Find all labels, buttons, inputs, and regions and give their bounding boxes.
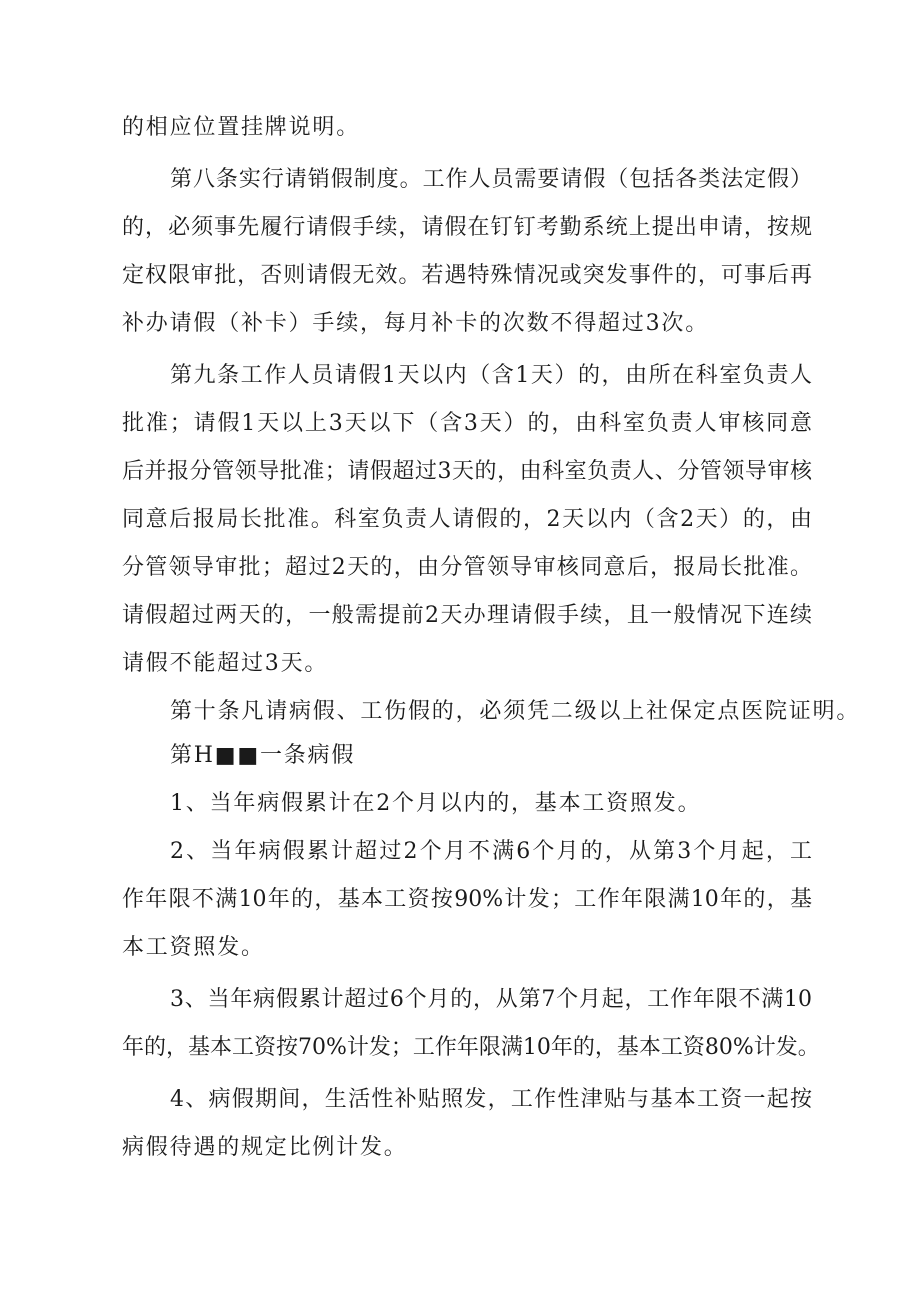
paragraph-line: 补办请假（补卡）手续，每月补卡的次数不得超过3次。 bbox=[122, 311, 709, 336]
paragraph-line: 批准；请假1天以上3天以下（含3天）的，由科室负责人审核同意 bbox=[122, 411, 812, 436]
paragraph-line: 的相应位置挂牌说明。 bbox=[122, 115, 361, 140]
paragraph-line: 第九条工作人员请假1天以内（含1天）的，由所在科室负责人 bbox=[170, 363, 812, 388]
paragraph-line: 年的，基本工资按70%计发；工作年限满10年的，基本工资80%计发。 bbox=[122, 1035, 820, 1060]
paragraph-line: 请假超过两天的，一般需提前2天办理请假手续，且一般情况下连续 bbox=[122, 603, 812, 628]
paragraph-line: 的，必须事先履行请假手续，请假在钉钉考勤系统上提出申请，按规 bbox=[122, 215, 812, 240]
paragraph-line: 第八条实行请销假制度。工作人员需要请假（包括各类法定假） bbox=[170, 167, 812, 192]
section-heading: 第H■■一条病假 bbox=[170, 743, 356, 768]
paragraph-line: 病假待遇的规定比例计发。 bbox=[122, 1135, 408, 1160]
paragraph-line: 后并报分管领导批准；请假超过3天的，由科室负责人、分管领导审核 bbox=[122, 459, 812, 484]
paragraph-line: 定权限审批，否则请假无效。若遇特殊情况或突发事件的，可事后再 bbox=[122, 263, 812, 288]
paragraph-line: 同意后报局长批准。科室负责人请假的，2天以内（含2天）的，由 bbox=[122, 507, 812, 532]
list-item: 2、当年病假累计超过2个月不满6个月的，从第3个月起，工 bbox=[170, 839, 812, 864]
paragraph-line: 请假不能超过3天。 bbox=[122, 651, 329, 676]
list-item: 4、病假期间，生活性补贴照发，工作性津贴与基本工资一起按 bbox=[170, 1087, 812, 1112]
list-item: 3、当年病假累计超过6个月的，从第7个月起，工作年限不满10 bbox=[170, 987, 812, 1012]
paragraph-line: 本工资照发。 bbox=[122, 935, 265, 960]
paragraph-line: 作年限不满10年的，基本工资按90%计发；工作年限满10年的，基 bbox=[122, 887, 812, 912]
list-item: 1、当年病假累计在2个月以内的，基本工资照发。 bbox=[170, 791, 702, 816]
paragraph-line: 分管领导审批；超过2天的，由分管领导审核同意后，报局长批准。 bbox=[122, 555, 812, 580]
paragraph-line: 第十条凡请病假、工伤假的，必须凭二级以上社保定点医院证明。 bbox=[170, 699, 861, 724]
